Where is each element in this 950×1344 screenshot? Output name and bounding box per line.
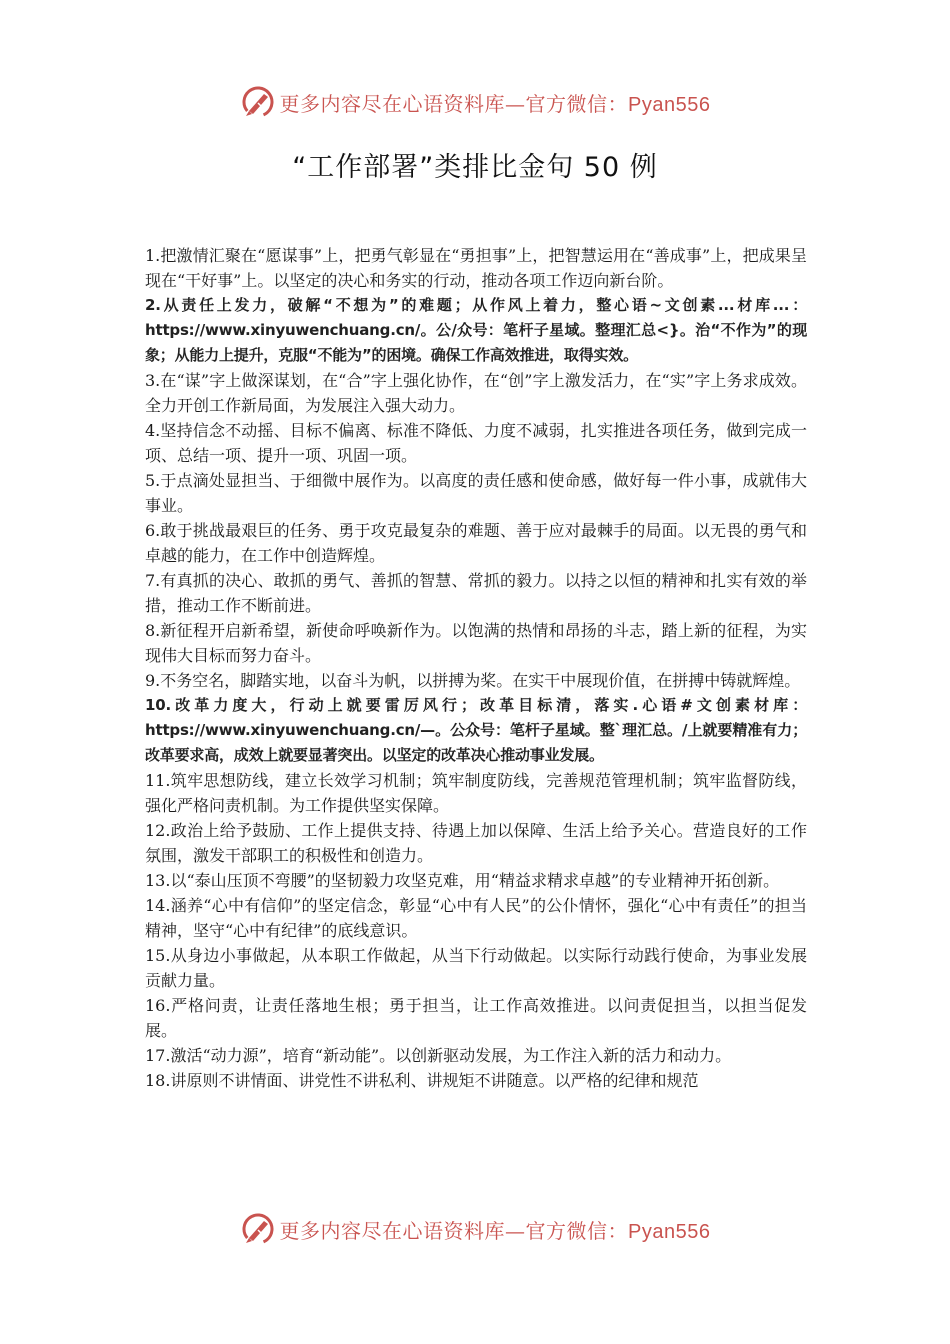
- list-item: 10.改革力度大，行动上就要雷厉风行；改革目标清，落实.心语#文创素材库：https://www.xinyuwenchuang.cn/—。公众号：笔杆子星域。整`理汇总。/上就要精准有力；改革要求高，成效上就要显著突出。以坚定的改革决心推动事业发展。: [145, 696, 807, 764]
- sentence-list: [145, 243, 807, 1093]
- footer-banner-text: [280, 1215, 711, 1244]
- list-item: 12.政治上给予鼓励、工作上提供支持、待遇上加以保障、生活上给予关心。营造良好的工作氛围，激发干部职工的积极性和创造力。: [145, 821, 807, 865]
- list-item: 16.严格问责，让责任落地生根；勇于担当，让工作高效推进。以问责促担当，以担当促发展。: [145, 996, 807, 1040]
- list-item: 15.从身边小事做起，从本职工作做起，从当下行动做起。以实际行动践行使命，为事业发展贡献力量。: [145, 946, 807, 990]
- list-item: 2.从责任上发力，破解“不想为”的难题；从作风上着力，整心语~文创素...材库...：https://www.xinyuwenchuang.cn/。公/众号：笔杆子星域。整理汇总<}。治“不作为”的现象；从能力上提升，克服“不能为”的困境。确保工作高效推进，取得实效。: [145, 296, 807, 364]
- list-item: 4.坚持信念不动摇、目标不偏离、标准不降低、力度不减弱，扎实推进各项任务，做到完成一项、总结一项、提升一项、巩固一项。: [145, 421, 807, 465]
- pen-nib-logo-icon: [240, 84, 276, 120]
- list-item: 8.新征程开启新希望，新使命呼唤新作为。以饱满的热情和昂扬的斗志，踏上新的征程，为实现伟大目标而努力奋斗。: [145, 621, 807, 665]
- header-banner-main: 更多内容尽在心语资料库—官方微信：: [279, 91, 629, 116]
- header-wechat-id: Pyan556: [628, 93, 711, 116]
- list-item: 5.于点滴处显担当、于细微中展作为。以高度的责任感和使命感，做好每一件小事，成就伟大事业。: [145, 471, 807, 515]
- footer-banner-main: 更多内容尽在心语资料库—官方微信：: [279, 1218, 629, 1243]
- list-item: 14.涵养“心中有信仰”的坚定信念，彰显“心中有人民”的公仆情怀，强化“心中有责任”的担当精神，坚守“心中有纪律”的底线意识。: [145, 896, 807, 940]
- footer-wechat-id: Pyan556: [628, 1220, 711, 1243]
- list-item: 9.不务空名，脚踏实地，以奋斗为帆，以拼搏为桨。在实干中展现价值，在拼搏中铸就辉煌。: [145, 671, 801, 690]
- list-item: 18.讲原则不讲情面、讲党性不讲私利、讲规矩不讲随意。以严格的纪律和规范: [145, 1071, 699, 1090]
- list-item: 7.有真抓的决心、敢抓的勇气、善抓的智慧、常抓的毅力。以持之以恒的精神和扎实有效的举措，推动工作不断前进。: [145, 571, 807, 615]
- list-item: 1.把激情汇聚在“愿谋事”上，把勇气彰显在“勇担事”上，把智慧运用在“善成事”上，把成果呈现在“干好事”上。以坚定的决心和务实的行动，推动各项工作迈向新台阶。: [145, 246, 807, 290]
- list-item: 13.以“泰山压顶不弯腰”的坚韧毅力攻坚克难，用“精益求精求卓越”的专业精神开拓创新。: [145, 871, 780, 890]
- list-item: 6.敢于挑战最艰巨的任务、勇于攻克最复杂的难题、善于应对最棘手的局面。以无畏的勇气和卓越的能力，在工作中创造辉煌。: [145, 521, 807, 565]
- list-item: 11.筑牢思想防线，建立长效学习机制；筑牢制度防线，完善规范管理机制；筑牢监督防线，强化严格问责机制。为工作提供坚实保障。: [145, 771, 807, 815]
- list-item: 17.激活“动力源”，培育“新动能”。以创新驱动发展，为工作注入新的活力和动力。: [145, 1046, 732, 1065]
- header-banner: [0, 80, 950, 124]
- list-item: 3.在“谋”字上做深谋划，在“合”字上强化协作，在“创”字上激发活力，在“实”字上务求成效。全力开创工作新局面，为发展注入强大动力。: [145, 371, 807, 415]
- footer-banner: [0, 1207, 950, 1251]
- page-title: “工作部署”类排比金句 50 例: [292, 152, 658, 183]
- header-banner-text: [280, 88, 711, 117]
- pen-nib-logo-icon: [240, 1211, 276, 1247]
